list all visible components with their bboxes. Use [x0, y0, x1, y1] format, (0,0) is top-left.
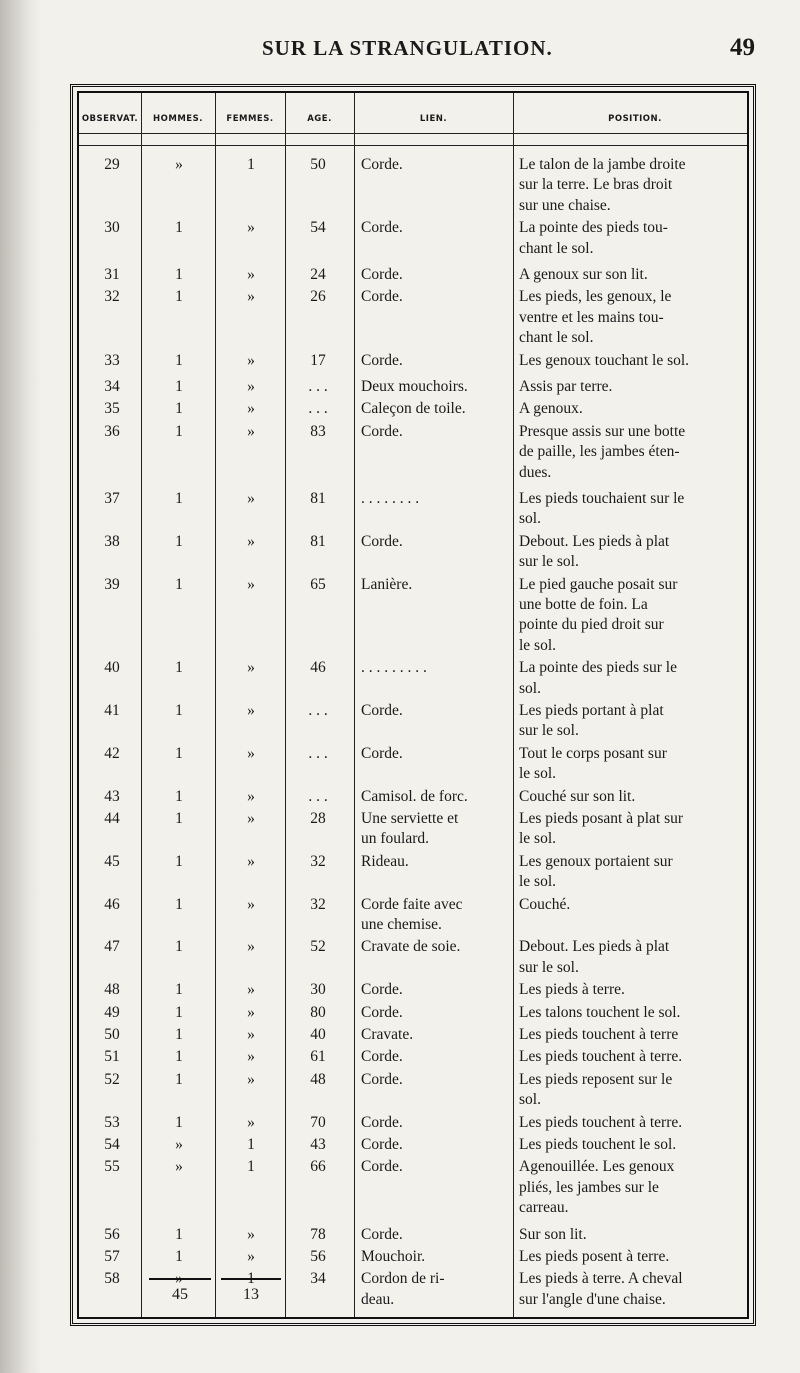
cell-lien: Une serviette et	[361, 810, 459, 827]
cell-lien: Cravate de soie.	[361, 938, 461, 956]
cell-hommes: 1	[175, 1070, 183, 1088]
cell-hommes: »	[175, 1270, 183, 1288]
cell-observation: 33	[104, 351, 120, 369]
header-rule	[79, 145, 747, 146]
page-number: 49	[730, 34, 755, 61]
cell-position: A genoux sur son lit.	[519, 266, 648, 283]
cell-position: A genoux.	[519, 400, 583, 418]
cell-position: Les pieds touchent à terre.	[519, 1048, 683, 1066]
cell-femmes: »	[247, 378, 255, 395]
cell-hommes: 1	[175, 744, 183, 762]
cell-hommes: »	[175, 1136, 183, 1153]
cell-position: chant le sol.	[519, 239, 594, 257]
cell-lien: Corde.	[361, 1113, 403, 1131]
cell-position: Couché sur son lit.	[519, 787, 636, 805]
cell-femmes: »	[247, 575, 255, 593]
cell-observation: 46	[104, 895, 120, 913]
cell-observation: 51	[104, 1048, 120, 1066]
cell-age: 81	[310, 532, 326, 550]
cell-hommes: 1	[175, 787, 183, 805]
cell-hommes: 1	[175, 1248, 183, 1265]
cell-femmes: »	[247, 895, 255, 913]
cell-age: 50	[310, 156, 326, 173]
column-rule	[141, 93, 142, 1317]
cell-lien: Mouchoir.	[361, 1248, 426, 1265]
cell-age: 66	[310, 1158, 326, 1176]
cell-position: dues.	[519, 463, 552, 481]
cell-observation: 45	[104, 852, 120, 870]
table-frame	[77, 91, 749, 1319]
cell-position: sol.	[519, 679, 541, 697]
cell-lien: Rideau.	[361, 852, 409, 870]
cell-lien: Cravate.	[361, 1026, 414, 1043]
cell-hommes: 1	[175, 266, 183, 283]
header-lien: LIEN.	[419, 114, 448, 124]
cell-femmes: »	[247, 1070, 255, 1088]
cell-age: 56	[310, 1248, 326, 1265]
column-rule	[354, 93, 355, 1317]
cell-position: pliés, les jambes sur le	[519, 1178, 659, 1196]
cell-observation: 48	[104, 981, 120, 999]
page-binding-edge	[0, 0, 42, 1373]
cell-position: pointe du pied droit sur	[519, 616, 664, 634]
cell-position: Les pieds, les genoux, le	[519, 288, 672, 306]
cell-lien: Cordon de ri-	[361, 1270, 445, 1288]
cell-observation: 36	[104, 422, 120, 440]
cell-observation: 54	[104, 1136, 120, 1153]
cell-position: Les pieds à terre.	[519, 981, 625, 999]
cell-lien: une chemise.	[361, 916, 442, 933]
cell-observation: 56	[104, 1225, 120, 1243]
cell-observation: 49	[104, 1003, 120, 1021]
cell-lien: Corde.	[361, 1158, 403, 1176]
cell-lien: Corde.	[361, 702, 403, 719]
cell-age: . . .	[308, 378, 328, 395]
cell-femmes: »	[247, 1248, 255, 1265]
cell-position: Les pieds touchaient sur le	[519, 490, 685, 507]
cell-observation: 31	[104, 266, 120, 283]
cell-hommes: 1	[175, 490, 183, 507]
cell-lien: Corde.	[361, 351, 403, 369]
cell-hommes: 1	[175, 219, 183, 237]
strangulation-table	[70, 84, 756, 1326]
cell-age: 61	[310, 1048, 326, 1066]
cell-age: 17	[310, 351, 326, 369]
cell-observation: 44	[104, 810, 120, 827]
cell-lien: Corde.	[361, 1003, 403, 1021]
column-rule	[285, 93, 286, 1317]
cell-hommes: 1	[175, 1225, 183, 1243]
cell-femmes: »	[247, 1113, 255, 1131]
total-hommes: 45	[172, 1286, 188, 1303]
cell-position: sur une chaise.	[519, 196, 611, 214]
cell-age: 34	[310, 1270, 326, 1288]
cell-femmes: »	[247, 219, 255, 237]
cell-observation: 42	[104, 744, 120, 762]
cell-lien: Corde.	[361, 266, 403, 283]
cell-position: Les pieds touchent à terre.	[519, 1113, 683, 1131]
cell-femmes: »	[247, 532, 255, 550]
cell-position: ventre et les mains tou-	[519, 308, 664, 326]
cell-femmes: 1	[247, 1270, 255, 1288]
cell-hommes: 1	[175, 422, 183, 440]
cell-age: 32	[310, 852, 326, 870]
cell-age: 32	[310, 895, 326, 913]
cell-position: Les genoux touchant le sol.	[519, 351, 690, 369]
cell-lien: Corde.	[361, 981, 403, 999]
cell-position: le sol.	[519, 765, 557, 783]
cell-age: 80	[310, 1003, 326, 1021]
cell-position: Assis par terre.	[519, 378, 613, 395]
cell-lien: . . . . . . . . .	[361, 659, 427, 677]
cell-position: sur le sol.	[519, 958, 579, 976]
cell-position: sol.	[519, 1091, 541, 1109]
cell-observation: 58	[104, 1270, 120, 1288]
cell-lien: Corde.	[361, 1136, 403, 1153]
cell-hommes: 1	[175, 852, 183, 870]
cell-age: 70	[310, 1113, 326, 1131]
cell-age: . . .	[308, 787, 328, 805]
cell-hommes: 1	[175, 288, 183, 306]
cell-observation: 35	[104, 400, 120, 418]
header-age: AGE.	[307, 114, 332, 124]
cell-femmes: 1	[247, 1158, 255, 1176]
cell-position: le sol.	[519, 873, 557, 891]
cell-observation: 47	[104, 938, 120, 956]
cell-position: Tout le corps posant sur	[519, 744, 667, 762]
cell-lien: Corde faite avec	[361, 895, 463, 913]
cell-observation: 29	[104, 156, 120, 173]
cell-hommes: 1	[175, 1113, 183, 1131]
running-title: SUR LA STRANGULATION.	[262, 36, 553, 60]
cell-lien: Deux mouchoirs.	[361, 378, 468, 395]
cell-hommes: 1	[175, 659, 183, 677]
cell-hommes: »	[175, 156, 183, 173]
cell-position: Les pieds à terre. A cheval	[519, 1270, 683, 1288]
cell-age: . . .	[308, 400, 328, 418]
cell-position: Les pieds touchent à terre	[519, 1026, 679, 1043]
cell-femmes: »	[247, 1026, 255, 1043]
cell-observation: 53	[104, 1113, 120, 1131]
cell-hommes: 1	[175, 1003, 183, 1021]
header-femmes: FEMMES.	[226, 114, 274, 124]
total-rule-femmes	[221, 1278, 281, 1280]
cell-femmes: »	[247, 787, 255, 805]
cell-observation: 32	[104, 288, 120, 306]
cell-hommes: 1	[175, 1026, 183, 1043]
header-rule	[79, 133, 747, 134]
cell-position: Presque assis sur une botte	[519, 422, 686, 440]
cell-observation: 43	[104, 787, 120, 805]
cell-hommes: 1	[175, 810, 183, 827]
cell-age: 28	[310, 810, 326, 827]
cell-observation: 55	[104, 1158, 120, 1176]
cell-age: 54	[310, 219, 326, 237]
cell-hommes: 1	[175, 702, 183, 719]
cell-hommes: 1	[175, 895, 183, 913]
cell-lien: Corde.	[361, 156, 403, 173]
cell-femmes: »	[247, 1048, 255, 1066]
cell-observation: 41	[104, 702, 120, 719]
cell-observation: 57	[104, 1248, 120, 1265]
cell-position: La pointe des pieds sur le	[519, 659, 677, 677]
cell-observation: 37	[104, 490, 120, 507]
cell-observation: 34	[104, 378, 120, 395]
cell-position: sur le sol.	[519, 722, 579, 740]
cell-position: Les pieds posent à terre.	[519, 1248, 670, 1265]
cell-position: sur l'angle d'une chaise.	[519, 1290, 666, 1308]
cell-observation: 30	[104, 219, 120, 237]
cell-position: sur le sol.	[519, 553, 579, 571]
cell-age: 24	[310, 266, 326, 283]
cell-lien: . . . . . . . .	[361, 490, 420, 507]
cell-lien: Corde.	[361, 1048, 403, 1066]
cell-age: . . .	[308, 744, 328, 762]
cell-femmes: »	[247, 702, 255, 719]
cell-lien: Corde.	[361, 288, 403, 306]
cell-position: de paille, les jambes éten-	[519, 443, 680, 461]
cell-hommes: 1	[175, 575, 183, 593]
cell-observation: 40	[104, 659, 120, 677]
cell-observation: 52	[104, 1070, 120, 1088]
cell-lien: Caleçon de toile.	[361, 400, 466, 418]
cell-observation: 50	[104, 1026, 120, 1043]
cell-age: 43	[310, 1136, 326, 1153]
cell-hommes: 1	[175, 981, 183, 999]
cell-lien: un foulard.	[361, 830, 430, 848]
cell-lien: Corde.	[361, 744, 403, 762]
cell-femmes: 1	[247, 156, 255, 173]
cell-age: 40	[310, 1026, 326, 1043]
cell-position: Couché.	[519, 895, 571, 913]
cell-position: le sol.	[519, 636, 557, 654]
cell-femmes: »	[247, 1003, 255, 1021]
cell-lien: Corde.	[361, 219, 403, 237]
cell-position: La pointe des pieds tou-	[519, 219, 668, 237]
cell-age: 78	[310, 1225, 326, 1243]
cell-femmes: »	[247, 938, 255, 956]
cell-femmes: »	[247, 1225, 255, 1243]
cell-femmes: »	[247, 744, 255, 762]
cell-position: carreau.	[519, 1199, 569, 1217]
column-rule	[513, 93, 514, 1317]
cell-age: 30	[310, 981, 326, 999]
cell-age: 48	[310, 1070, 326, 1088]
running-head	[0, 36, 800, 66]
cell-position: une botte de foin. La	[519, 596, 648, 613]
total-rule-hommes	[149, 1278, 211, 1280]
cell-femmes: »	[247, 852, 255, 870]
cell-position: Sur son lit.	[519, 1225, 587, 1243]
cell-femmes: »	[247, 288, 255, 306]
cell-lien: Corde.	[361, 422, 403, 440]
cell-position: chant le sol.	[519, 329, 594, 347]
cell-position: Les pieds reposent sur le	[519, 1070, 673, 1088]
cell-position: Les pieds touchent le sol.	[519, 1136, 677, 1153]
cell-position: Debout. Les pieds à plat	[519, 938, 670, 956]
cell-age: . . .	[308, 702, 328, 719]
cell-femmes: 1	[247, 1136, 255, 1153]
cell-hommes: 1	[175, 1048, 183, 1066]
cell-femmes: »	[247, 810, 255, 827]
cell-position: Agenouillée. Les genoux	[519, 1158, 675, 1176]
header-observat: OBSERVAT.	[81, 114, 139, 124]
column-rule	[215, 93, 216, 1317]
cell-position: Les genoux portaient sur	[519, 852, 673, 870]
cell-femmes: »	[247, 490, 255, 507]
header-hommes: HOMMES.	[153, 114, 203, 124]
cell-position: Debout. Les pieds à plat	[519, 532, 670, 550]
cell-lien: Corde.	[361, 532, 403, 550]
cell-hommes: 1	[175, 400, 183, 418]
cell-hommes: 1	[175, 938, 183, 956]
cell-position: le sol.	[519, 830, 557, 848]
cell-hommes: 1	[175, 351, 183, 369]
cell-position: Les pieds portant à plat	[519, 702, 664, 719]
cell-age: 65	[310, 575, 326, 593]
cell-age: 83	[310, 422, 326, 440]
cell-age: 46	[310, 659, 326, 677]
cell-femmes: »	[247, 422, 255, 440]
cell-age: 26	[310, 288, 326, 306]
cell-hommes: 1	[175, 378, 183, 395]
cell-femmes: »	[247, 400, 255, 418]
cell-femmes: »	[247, 659, 255, 677]
cell-femmes: »	[247, 266, 255, 283]
cell-lien: Corde.	[361, 1225, 403, 1243]
cell-lien: Corde.	[361, 1070, 403, 1088]
cell-observation: 39	[104, 575, 120, 593]
cell-age: 81	[310, 490, 326, 507]
header-position: POSITION.	[608, 114, 662, 124]
cell-hommes: 1	[175, 532, 183, 550]
cell-lien: Camisol. de forc.	[361, 787, 468, 805]
cell-lien: deau.	[361, 1290, 395, 1308]
total-femmes: 13	[243, 1286, 259, 1303]
cell-lien: Lanière.	[361, 575, 413, 593]
cell-observation: 38	[104, 532, 120, 550]
cell-position: Les pieds posant à plat sur	[519, 810, 684, 827]
cell-position: sur la terre. Le bras droit	[519, 176, 673, 194]
cell-position: Les talons touchent le sol.	[519, 1003, 681, 1021]
cell-age: 52	[310, 938, 326, 956]
cell-femmes: »	[247, 981, 255, 999]
cell-position: Le pied gauche posait sur	[519, 575, 678, 593]
cell-femmes: »	[247, 351, 255, 369]
cell-position: sol.	[519, 510, 541, 528]
cell-hommes: »	[175, 1158, 183, 1176]
cell-position: Le talon de la jambe droite	[519, 156, 686, 173]
